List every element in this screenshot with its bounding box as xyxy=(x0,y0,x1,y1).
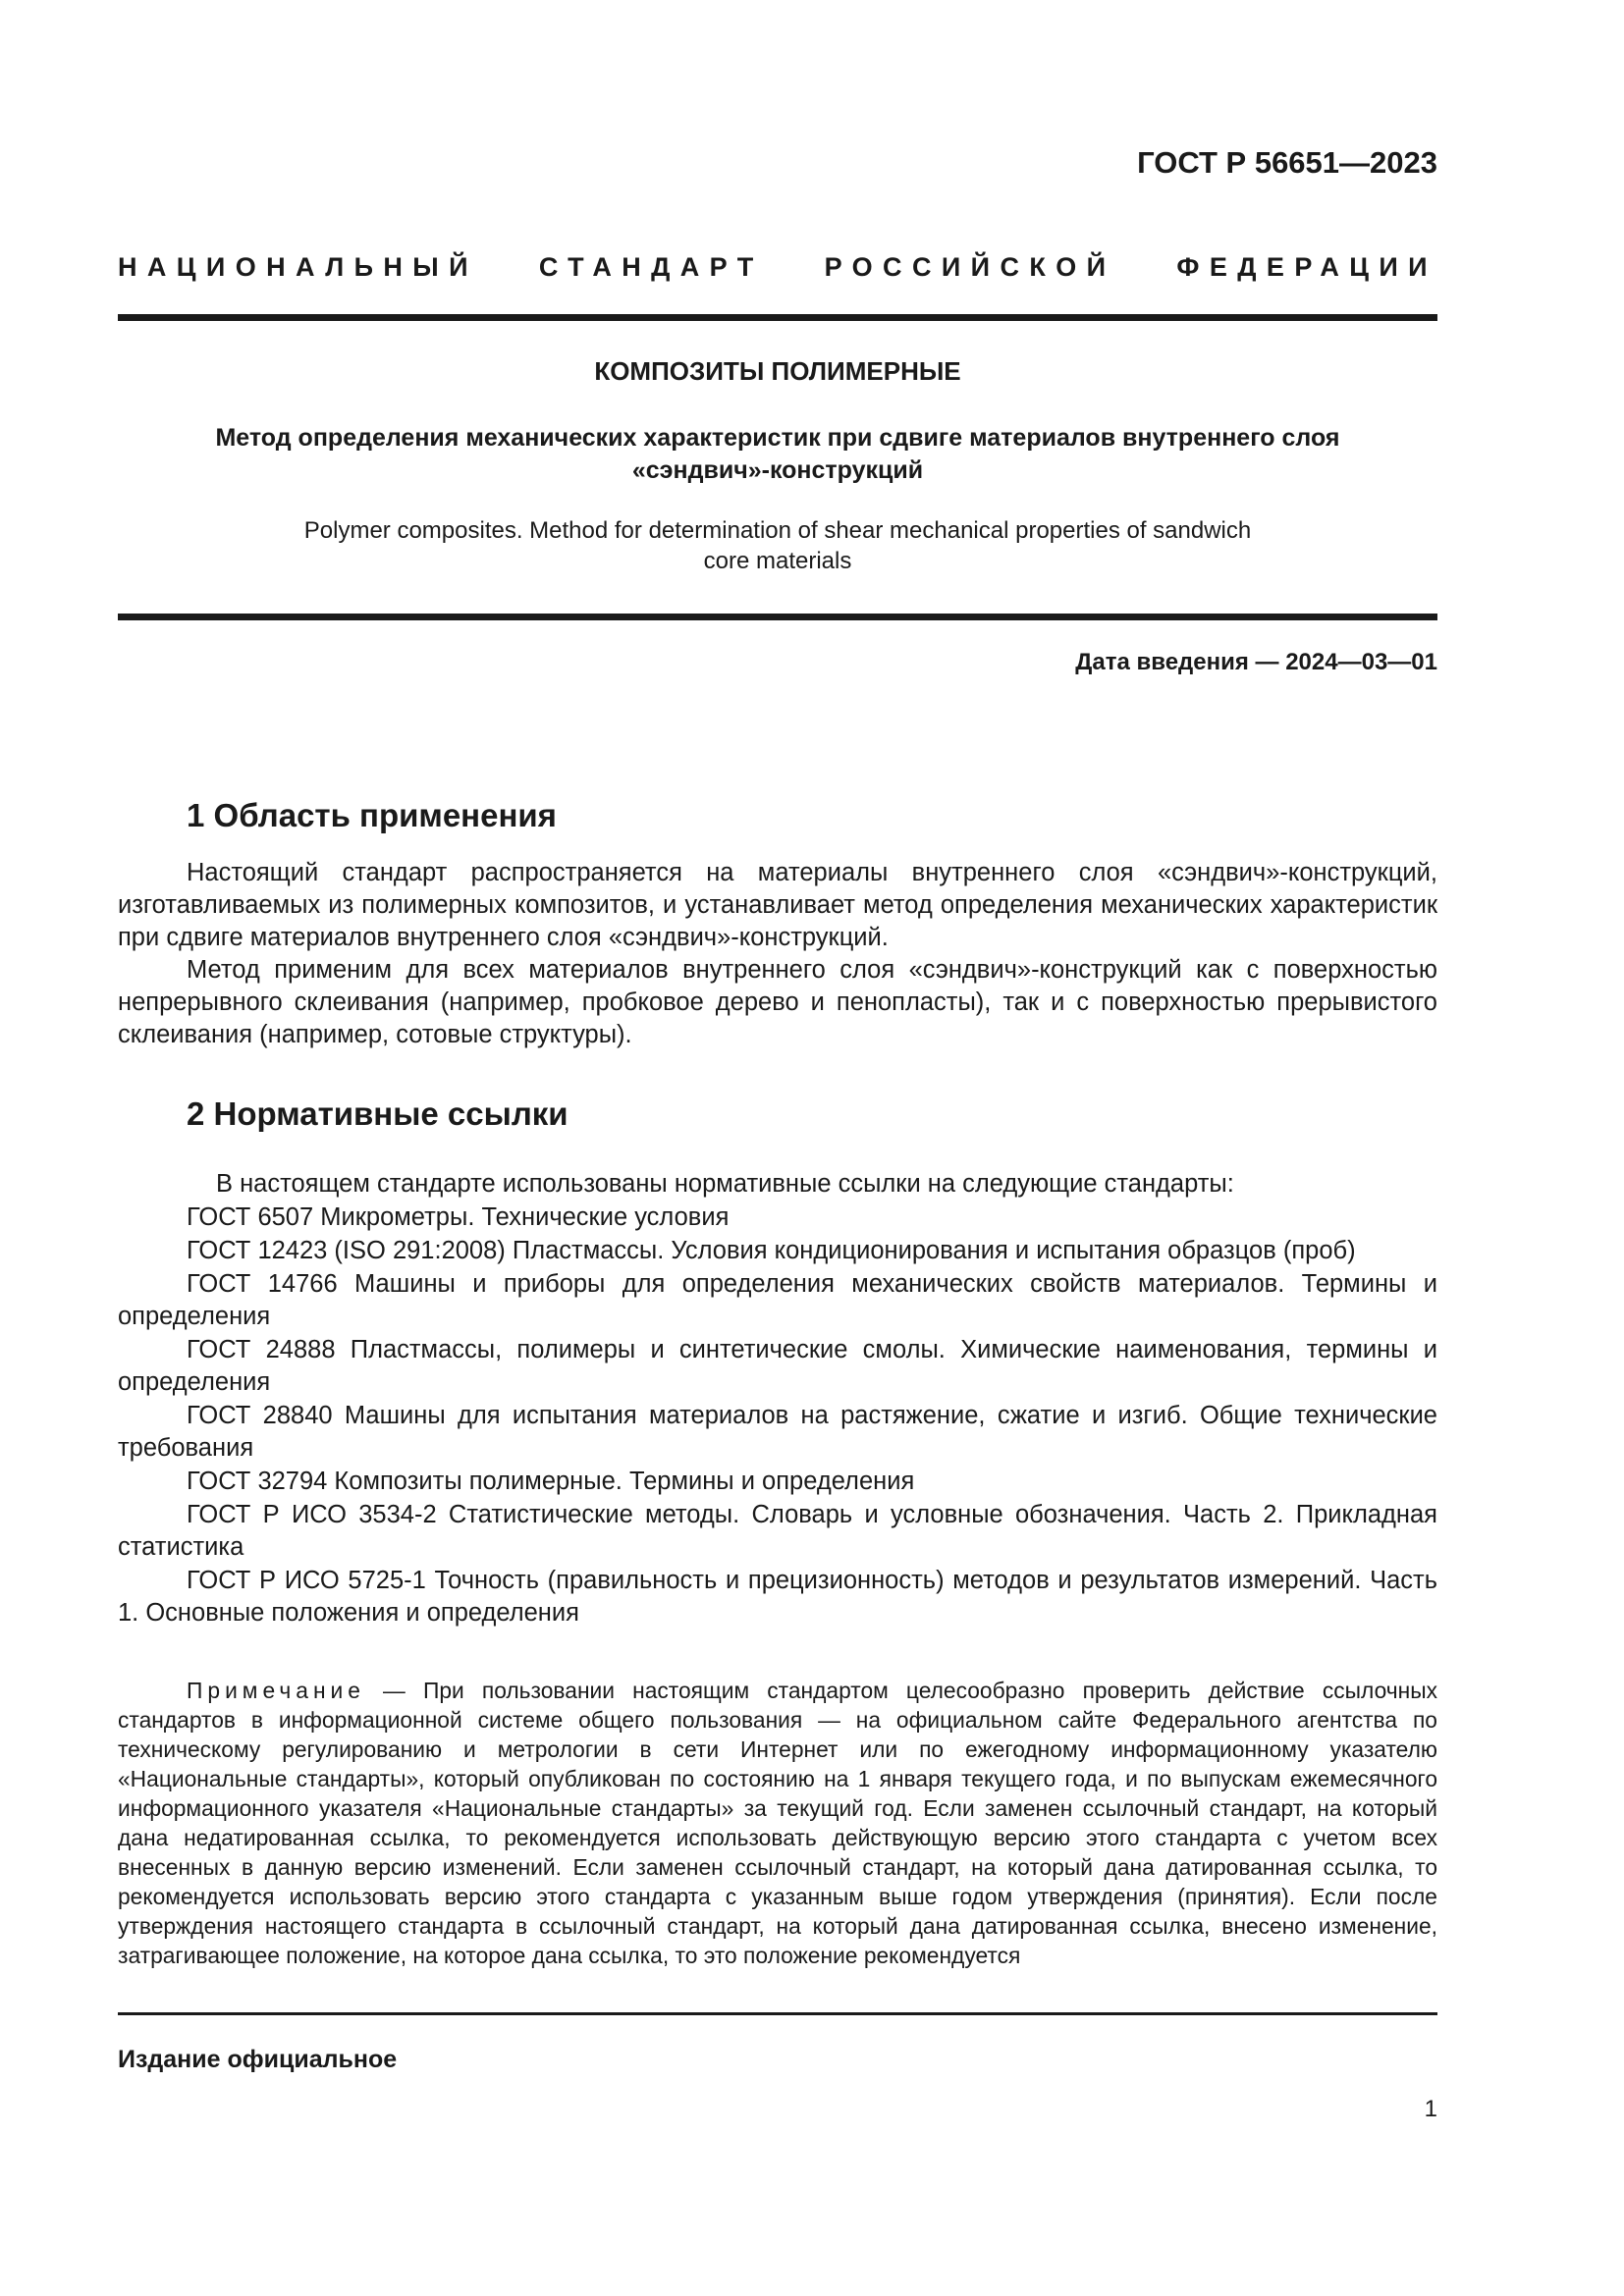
section-1-paragraph-2: Метод применим для всех материалов внутреннего слоя «сэндвич»-конструкций как с поверхностью непрерывного склеивания (например, пробковое дерево и пенопласты), так и с поверхностью прерывистого склеивания (например, сотовые структуры). xyxy=(118,956,1437,1048)
document-id: ГОСТ Р 56651—2023 xyxy=(1137,145,1437,180)
english-title xyxy=(118,515,1437,576)
section-1-heading: 1 Область применения xyxy=(187,797,557,833)
footer-divider xyxy=(118,2012,1437,2015)
national-standard-banner: НАЦИОНАЛЬНЫЙ СТАНДАРТ РОССИЙСКОЙ ФЕДЕРАЦИИ xyxy=(118,252,1437,282)
page-number: 1 xyxy=(1424,2096,1437,2122)
reference-item: ГОСТ Р ИСО 3534-2 Статистические методы. Словарь и условные обозначения. Часть 2. Прикладная статистика xyxy=(118,1501,1437,1561)
section-2-heading: 2 Нормативные ссылки xyxy=(187,1095,568,1132)
section-1-paragraph-1: Настоящий стандарт распространяется на материалы внутреннего слоя «сэндвич»-конструкций, изготавливаемых из полимерных композитов, и устанавливает метод определения механических характеристик при сдвиге материалов внутреннего слоя «сэндвич»-конструкций. xyxy=(118,859,1437,951)
note-label: Примечание xyxy=(187,1678,365,1703)
reference-item: ГОСТ 12423 (ISO 291:2008) Пластмассы. Условия кондиционирования и испытания образцов (проб) xyxy=(187,1237,1356,1264)
subtitle-line-2: «сэндвич»-конструкций xyxy=(631,456,924,484)
reference-item: ГОСТ 32794 Композиты полимерные. Термины и определения xyxy=(187,1468,915,1495)
title-divider xyxy=(118,614,1437,620)
section-1-body xyxy=(118,857,1437,1051)
reference-note xyxy=(118,1676,1437,1970)
english-title-line-2: core materials xyxy=(703,548,852,574)
reference-item: ГОСТ 14766 Машины и приборы для определения механических свойств материалов. Термины и определения xyxy=(118,1270,1437,1330)
reference-item: ГОСТ 28840 Машины для испытания материалов на растяжение, сжатие и изгиб. Общие технические требования xyxy=(118,1402,1437,1462)
subtitle-line-1: Метод определения механических характеристик при сдвиге материалов внутреннего слоя xyxy=(215,424,1340,452)
introduction-date: Дата введения — 2024—03—01 xyxy=(1075,649,1437,675)
edition-label: Издание официальное xyxy=(118,2046,398,2073)
document-title: КОМПОЗИТЫ ПОЛИМЕРНЫЕ xyxy=(594,356,961,386)
reference-item: ГОСТ 6507 Микрометры. Технические условия xyxy=(187,1203,730,1231)
reference-item: ГОСТ 24888 Пластмассы, полимеры и синтетические смолы. Химические наименования, термины и определения xyxy=(118,1336,1437,1396)
reference-item: ГОСТ Р ИСО 5725-1 Точность (правильность и прецизионность) методов и результатов измерений. Часть 1. Основные положения и определения xyxy=(118,1567,1437,1627)
reference-list xyxy=(118,1168,1437,1630)
reference-intro: В настоящем стандарте использованы нормативные ссылки на следующие стандарты: xyxy=(216,1170,1234,1198)
document-subtitle xyxy=(118,422,1437,487)
english-title-line-1: Polymer composites. Method for determination of shear mechanical properties of sandwich xyxy=(303,517,1252,544)
top-divider xyxy=(118,314,1437,321)
note-text: — При пользовании настоящим стандартом целесообразно проверить действие ссылочных стандартов в информационной системе общего пользования — на официальном сайте Федерального агентства по техническому регулированию и метрологии в сети Интернет или по ежегодному информационному указателю «Национальные стандарты», который опубликован по состоянию на 1 января текущего года, и по выпускам ежемесячного информационного указателя «Национальные стандарты» за текущий год. Если заменен ссылочный стандарт, на который дана недатированная ссылка, то рекомендуется использовать действующую версию этого стандарта с учетом всех внесенных в данную версию изменений. Если заменен ссылочный стандарт, на который дана датированная ссылка, то рекомендуется использовать версию этого стандарта с указанным выше годом утверждения (принятия). Если после утверждения настоящего стандарта в ссылочный стандарт, на который дана датированная ссылка, внесено изменение, затрагивающее положение, на которое дана ссылка, то это положение рекомендуется xyxy=(118,1678,1437,1968)
